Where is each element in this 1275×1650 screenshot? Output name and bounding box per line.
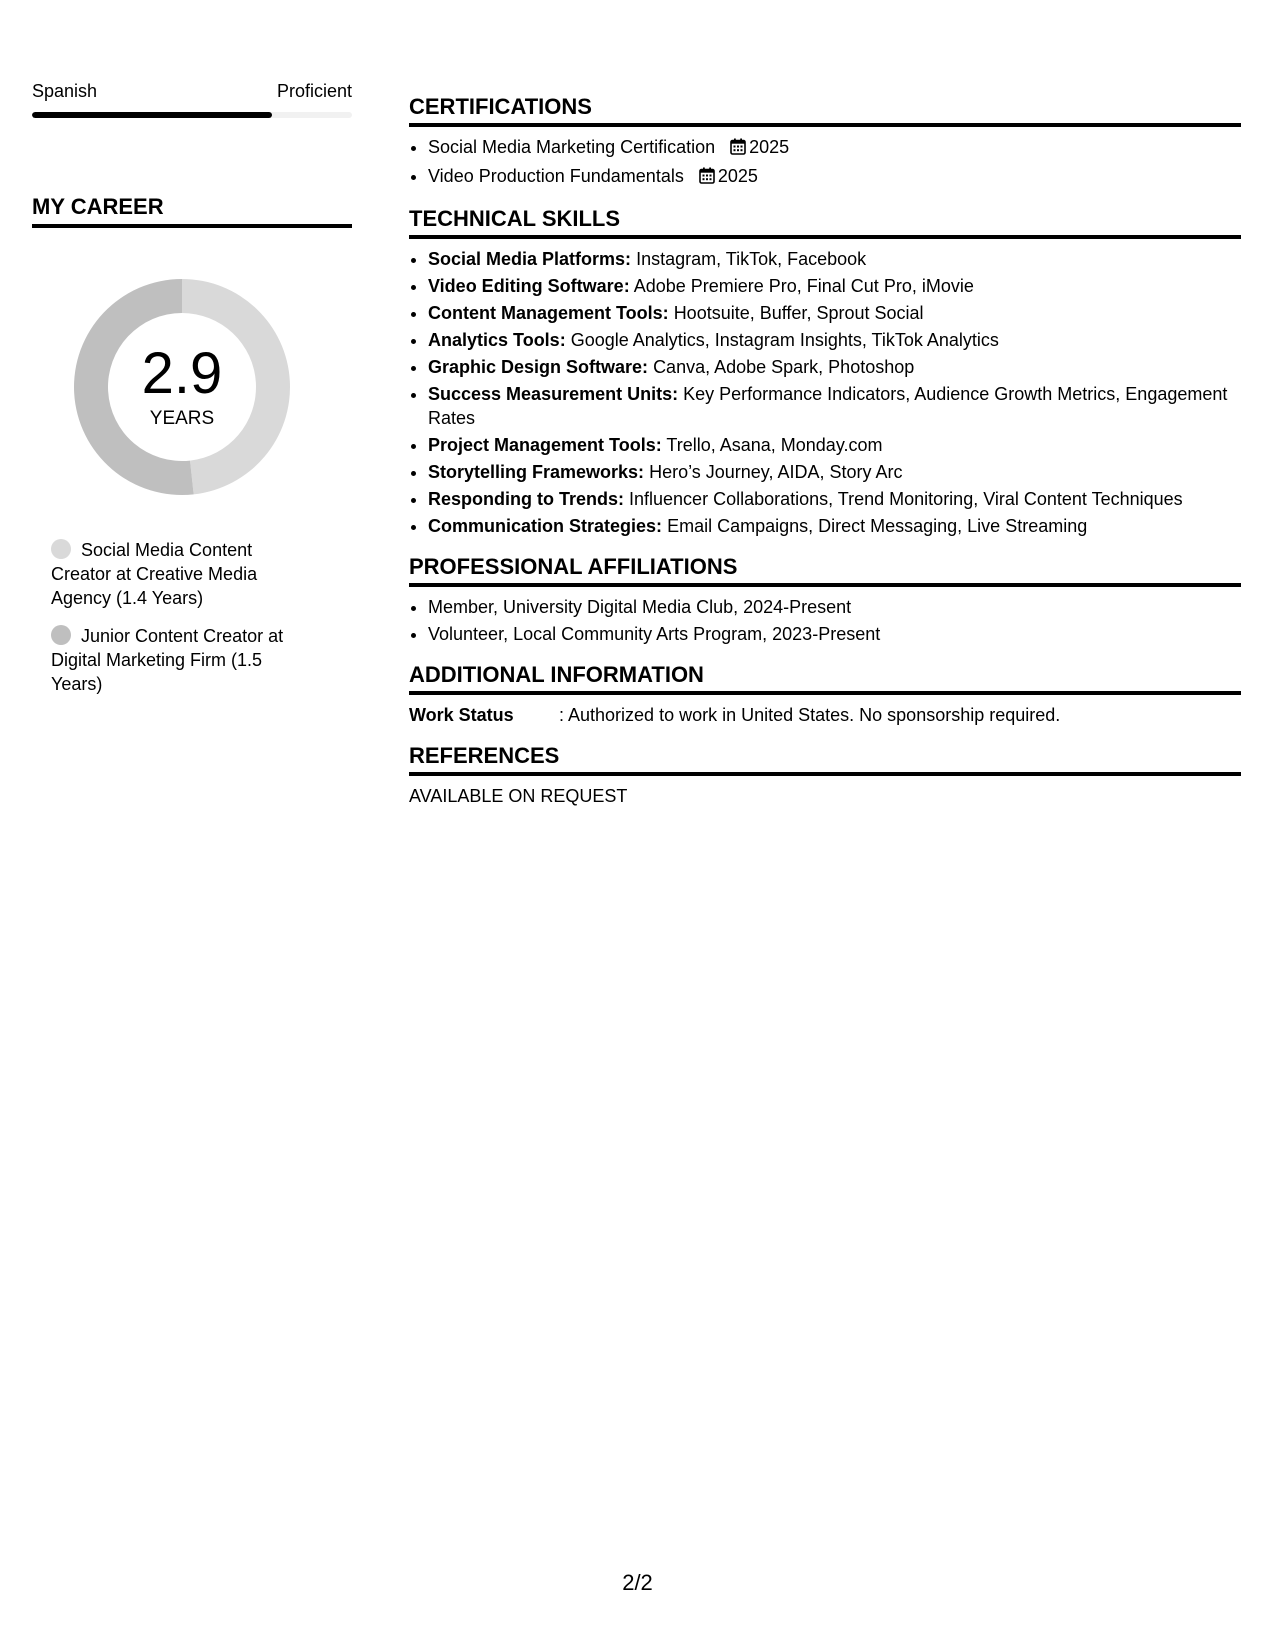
skill-category: Graphic Design Software: — [428, 357, 649, 377]
skill-values: Influencer Collaborations, Trend Monitoring, Viral Content Techniques — [629, 489, 1183, 509]
skill-values: Adobe Premiere Pro, Final Cut Pro, iMovie — [633, 276, 974, 296]
skill-values: Trello, Asana, Monday.com — [666, 435, 883, 455]
skill-item — [428, 433, 1241, 457]
technical-skills-list — [409, 247, 1241, 538]
calendar-icon — [699, 166, 715, 190]
additional-info-section — [409, 662, 1241, 727]
career-donut-chart — [67, 272, 297, 502]
language-level: Proficient — [276, 81, 352, 101]
right-column — [409, 94, 1241, 824]
work-status-row — [409, 703, 1241, 727]
language-row — [32, 80, 352, 102]
calendar-icon — [730, 137, 746, 161]
affiliations-list — [409, 595, 1241, 646]
skill-item — [428, 382, 1241, 430]
skill-item — [428, 247, 1241, 271]
skill-item — [428, 328, 1241, 352]
affiliation-item: • Volunteer, Local Community Arts Program, 2023-Present — [428, 622, 1241, 646]
certification-year: 2025 — [717, 166, 758, 186]
certification-name: Social Media Marketing Certification — [428, 137, 716, 157]
affiliations-heading: PROFESSIONAL AFFILIATIONS — [409, 554, 1241, 587]
references-section — [409, 743, 1241, 808]
skill-category: Responding to Trends: — [428, 489, 624, 509]
work-status-value: : Authorized to work in United States. No sponsorship required. — [559, 705, 1061, 725]
certifications-section — [409, 94, 1241, 190]
technical-skills-section — [409, 206, 1241, 538]
certifications-heading: CERTIFICATIONS — [409, 94, 1241, 127]
references-text: AVAILABLE ON REQUEST — [409, 786, 628, 806]
page-number: 2/2 — [622, 1570, 653, 1595]
additional-info-heading: ADDITIONAL INFORMATION — [409, 662, 1241, 695]
certification-item — [428, 164, 1241, 190]
skill-category: Analytics Tools: — [428, 330, 566, 350]
skill-item — [428, 460, 1241, 484]
skill-values: Canva, Adobe Spark, Photoshop — [653, 357, 915, 377]
career-legend-dot — [51, 539, 71, 559]
career-total-value: 2.9 — [141, 341, 223, 406]
career-total-unit: YEARS — [149, 408, 215, 429]
affiliations-section — [409, 554, 1241, 646]
skill-category: Social Media Platforms: — [428, 249, 632, 269]
skill-category: Project Management Tools: — [428, 435, 662, 455]
certification-name: Video Production Fundamentals — [428, 166, 684, 186]
certifications-list — [409, 135, 1241, 190]
technical-skills-heading: TECHNICAL SKILLS — [409, 206, 1241, 239]
skill-values: Key Performance Indicators, Audience Growth Metrics, Engagement Rates — [428, 384, 1228, 428]
certification-item — [428, 135, 1241, 161]
left-column — [32, 80, 352, 710]
skill-item — [428, 301, 1241, 325]
career-legend-label: Junior Content Creator at Digital Marketing Firm (1.5 Years) — [51, 626, 284, 694]
affiliation-item: • Member, University Digital Media Club, 2024-Present — [428, 595, 1241, 619]
career-legend-dot — [51, 625, 71, 645]
skill-category: Content Management Tools: — [428, 303, 669, 323]
career-legend-label: Social Media Content Creator at Creative Media Agency (1.4 Years) — [51, 540, 258, 608]
skill-values: Hootsuite, Buffer, Sprout Social — [673, 303, 924, 323]
skill-item — [428, 355, 1241, 379]
career-legend-item — [51, 624, 311, 696]
language-proficiency-fill — [32, 112, 272, 118]
skill-item — [428, 514, 1241, 538]
skill-values: Email Campaigns, Direct Messaging, Live Streaming — [667, 516, 1088, 536]
skill-values: Hero’s Journey, AIDA, Story Arc — [649, 462, 903, 482]
references-heading: REFERENCES — [409, 743, 1241, 776]
skill-category: Video Editing Software: — [428, 276, 630, 296]
career-legend-item — [51, 538, 311, 610]
skill-item — [428, 487, 1241, 511]
skill-category: Storytelling Frameworks: — [428, 462, 645, 482]
career-heading: MY CAREER — [32, 194, 352, 228]
work-status-label: Work Status — [409, 705, 514, 725]
language-name: Spanish — [32, 81, 98, 101]
language-proficiency-bar — [32, 112, 352, 118]
skill-category: Success Measurement Units: — [428, 384, 679, 404]
skill-values: Google Analytics, Instagram Insights, TikTok Analytics — [570, 330, 999, 350]
skill-values: Instagram, TikTok, Facebook — [636, 249, 867, 269]
skill-category: Communication Strategies: — [428, 516, 663, 536]
certification-year: 2025 — [749, 137, 790, 157]
skill-item — [428, 274, 1241, 298]
career-legend — [51, 538, 311, 696]
